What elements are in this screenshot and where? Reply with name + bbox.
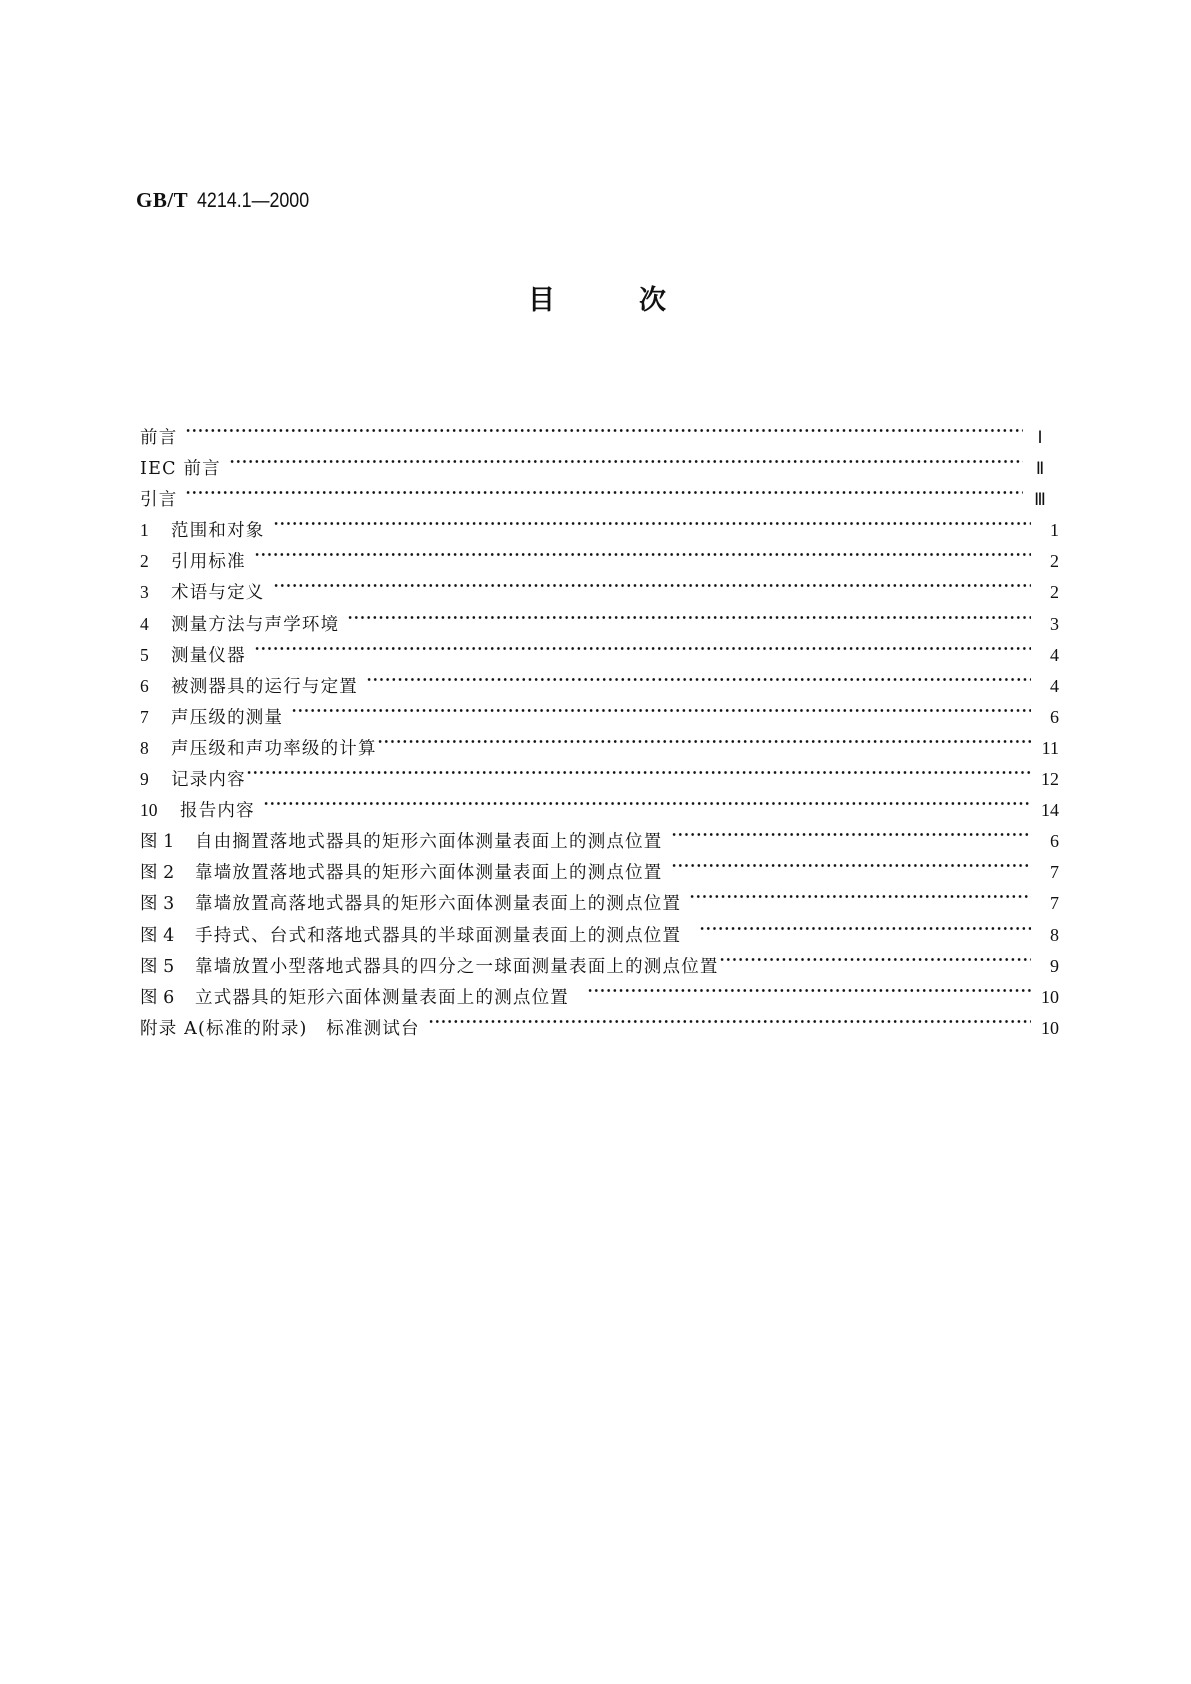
toc-entry-label: 靠墙放置高落地式器具的矩形六面体测量表面上的测点位置 bbox=[195, 894, 682, 915]
toc-entry-label: 术语与定义 bbox=[171, 583, 265, 604]
toc-entry-label: 靠墙放置落地式器具的矩形六面体测量表面上的测点位置 bbox=[195, 863, 663, 884]
toc-entry-page-number: Ⅰ bbox=[1037, 428, 1043, 447]
toc-entry-number: 图 2 bbox=[140, 863, 175, 884]
toc-entry-label: 测量方法与声学环境 bbox=[171, 614, 340, 635]
toc-entry-page-number: Ⅱ bbox=[1035, 459, 1045, 479]
toc-entry-page-number: 14 bbox=[1041, 800, 1059, 821]
toc-entry-label: 手持式、台式和落地式器具的半球面测量表面上的测点位置 bbox=[195, 925, 682, 946]
standard-header bbox=[136, 186, 329, 215]
toc-entry[interactable] bbox=[140, 661, 1059, 697]
toc-entry[interactable] bbox=[140, 505, 1059, 542]
toc-entry-page-number: 11 bbox=[1041, 737, 1059, 758]
toc-entry-page-number: 6 bbox=[1050, 831, 1059, 852]
toc-entry-page-number: 10 bbox=[1041, 1017, 1059, 1038]
dot-leader bbox=[366, 661, 1031, 692]
toc-entry[interactable] bbox=[140, 412, 1059, 448]
toc-entry-label: 引言 bbox=[140, 490, 178, 511]
toc-entry-page-number: 7 bbox=[1050, 862, 1059, 883]
toc-entry-number: 9 bbox=[140, 769, 149, 790]
toc-entry[interactable] bbox=[140, 785, 1059, 822]
page-title-char-1: 目 bbox=[528, 285, 555, 316]
toc-entry-number: 8 bbox=[140, 737, 149, 758]
toc-entry[interactable] bbox=[140, 443, 1059, 480]
toc-entry-number: 图 1 bbox=[140, 832, 175, 853]
page-title-char-2: 次 bbox=[639, 285, 666, 316]
dot-leader bbox=[719, 941, 1031, 972]
dot-leader bbox=[185, 474, 1023, 505]
toc-entry-page-number: Ⅲ bbox=[1034, 490, 1046, 510]
toc-entry-label: 声压级的测量 bbox=[171, 707, 284, 728]
toc-entry-label: 靠墙放置小型落地式器具的四分之一球面测量表面上的测点位置 bbox=[195, 956, 719, 977]
dot-leader bbox=[273, 505, 1032, 536]
toc-entry-number: 6 bbox=[140, 675, 149, 696]
toc-entry-label: 测量仪器 bbox=[171, 645, 246, 666]
toc-entry-label: 自由搁置落地式器具的矩形六面体测量表面上的测点位置 bbox=[195, 832, 663, 853]
toc-entry[interactable] bbox=[140, 474, 1059, 511]
toc-entry-label: 被测器具的运行与定置 bbox=[171, 676, 358, 697]
dot-leader bbox=[428, 1003, 1031, 1034]
toc-entry-page-number: 10 bbox=[1041, 986, 1059, 1007]
toc-entry[interactable] bbox=[140, 567, 1059, 604]
page-title bbox=[0, 283, 1191, 319]
toc-entry-number: 图 3 bbox=[140, 894, 175, 915]
dot-leader bbox=[689, 878, 1031, 909]
toc-entry-page-number: 6 bbox=[1050, 706, 1059, 727]
toc-entry-label: 范围和对象 bbox=[171, 521, 265, 542]
dot-leader bbox=[254, 630, 1031, 661]
dot-leader bbox=[185, 412, 1023, 443]
toc-entry-number: 10 bbox=[140, 800, 158, 821]
toc-entry[interactable] bbox=[140, 816, 1059, 853]
dot-leader bbox=[671, 816, 1032, 847]
toc-entry-label: 声压级和声功率级的计算 bbox=[171, 738, 377, 759]
dot-leader bbox=[229, 443, 1023, 474]
toc-entry-number: 3 bbox=[140, 582, 149, 603]
toc-entry-page-number: 9 bbox=[1050, 955, 1059, 976]
toc-entry[interactable] bbox=[140, 536, 1059, 573]
dot-leader bbox=[347, 599, 1031, 630]
dot-leader bbox=[291, 692, 1031, 723]
toc-entry-label: 报告内容 bbox=[180, 801, 255, 822]
toc-entry-label: IEC 前言 bbox=[140, 459, 221, 480]
toc-entry[interactable] bbox=[140, 630, 1059, 666]
dot-leader bbox=[377, 723, 1031, 754]
toc-entry-number: 2 bbox=[140, 551, 149, 572]
toc-entry-page-number: 12 bbox=[1041, 769, 1059, 790]
toc-entry-label: 引用标准 bbox=[171, 552, 246, 573]
toc-entry-page-number: 1 bbox=[1050, 520, 1059, 541]
toc-entry-number: 图 6 bbox=[140, 987, 175, 1008]
toc-entry-number: 7 bbox=[140, 706, 149, 727]
dot-leader bbox=[699, 910, 1031, 941]
dot-leader bbox=[246, 754, 1031, 785]
toc-entry-label: 记录内容 bbox=[171, 770, 246, 791]
toc-entry-page-number: 2 bbox=[1050, 582, 1059, 603]
toc-entry-page-number: 8 bbox=[1050, 924, 1059, 945]
toc-entry-page-number: 2 bbox=[1050, 551, 1059, 572]
dot-leader bbox=[263, 785, 1031, 816]
table-of-contents bbox=[140, 412, 1059, 1039]
toc-entry-number: 4 bbox=[140, 613, 149, 634]
standard-code: GB/T bbox=[136, 188, 189, 212]
toc-entry[interactable] bbox=[140, 754, 1059, 791]
toc-entry-page-number: 3 bbox=[1050, 613, 1059, 634]
toc-entry-number: 图 4 bbox=[140, 925, 175, 946]
dot-leader bbox=[671, 847, 1032, 878]
dot-leader bbox=[587, 972, 1031, 1003]
toc-entry-page-number: 4 bbox=[1050, 675, 1059, 696]
toc-entry-page-number: 4 bbox=[1050, 644, 1059, 665]
toc-entry-number: 5 bbox=[140, 644, 149, 665]
toc-entry-label: 附录 A(标准的附录) 标准测试台 bbox=[140, 1018, 420, 1039]
dot-leader bbox=[273, 567, 1032, 598]
toc-entry-page-number: 7 bbox=[1050, 893, 1059, 914]
dot-leader bbox=[254, 536, 1031, 567]
toc-entry-number: 图 5 bbox=[140, 956, 175, 977]
toc-entry-number: 1 bbox=[140, 520, 149, 541]
toc-entry-label: 前言 bbox=[140, 428, 178, 448]
toc-entry[interactable] bbox=[140, 599, 1059, 635]
standard-number: 4214.1—2000 bbox=[197, 189, 310, 212]
toc-entry-label: 立式器具的矩形六面体测量表面上的测点位置 bbox=[195, 987, 569, 1008]
